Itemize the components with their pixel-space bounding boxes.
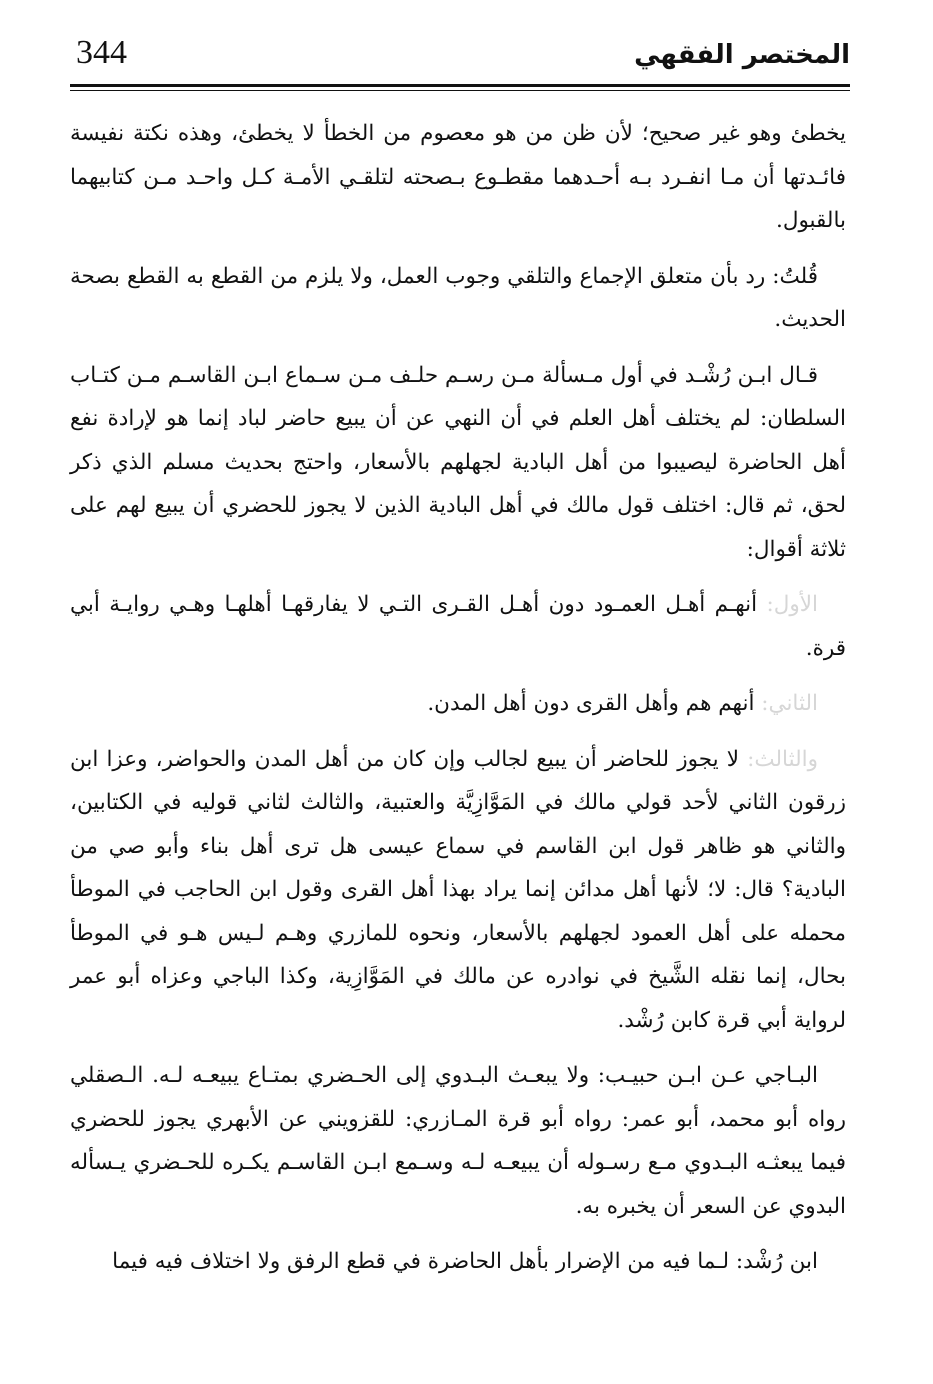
header-rule-thin bbox=[70, 90, 850, 91]
paragraph-text: أنهم هم وأهل القرى دون أهل المدن. bbox=[427, 691, 755, 716]
body-text bbox=[70, 112, 846, 1296]
paragraph: البـاجي عـن ابـن حبيـب: ولا يبعـث البـدوي إلى الحـضري بمتـاع يبيعـه لـه. الـصقلي رواه أبو محمد، أبو عمر: رواه أبو قرة المـازري: للقزويني عن الأبهري يجوز للحضري فيما يبعثـه البـدوي مـع رسـوله أن يبيعـه لـه وسـمع ابـن القاسـم يكـره للحـضري يـسأله البدوي عن السعر أن يخبره به. bbox=[70, 1063, 846, 1219]
page-number: 344 bbox=[76, 34, 127, 71]
page-header bbox=[70, 30, 850, 86]
faded-marker-second: الثاني: bbox=[761, 691, 818, 716]
paragraph-first-opinion bbox=[70, 583, 846, 670]
paragraph-text: أنهـم أهـل العمـود دون أهـل القـرى التـي لا يفارقهـا أهلهـا وهـي روايـة أبي قرة. bbox=[70, 592, 846, 661]
header-rule-thick bbox=[70, 84, 850, 87]
paragraph: يخطئ وهو غير صحيح؛ لأن ظن من هو معصوم من الخطأ لا يخطئ، وهذه نكتة نفيسة فائـدتها أن مـا انفـرد بـه أحـدهما مقطـوع بـصحته لتلقـي الأمـة كـل واحـد مـن كتابيهما بالقبول. bbox=[70, 121, 846, 233]
book-title: المختصر الفقهي bbox=[634, 40, 850, 70]
faded-marker-first: الأول: bbox=[766, 592, 818, 617]
paragraph: قـال ابـن رُشْـد في أول مـسألة مـن رسـم حلـف مـن سـماع ابـن القاسـم مـن كتـاب السلطان: لم يختلف أهل العلم في أن النهي عن أن يبيع حاضر لباد إنما هو لإرادة نفع أهل الحاضرة ليصيبوا من أهل البادية لجهلهم بالأسعار، واحتج بحديث مسلم الذي ذكر لحق، ثم قال: اختلف قول مالك في أهل البادية الذين لا يجوز للحضري أن يبيع لهم على ثلاثة أقوال: bbox=[70, 362, 846, 562]
paragraph: قُلتُ: رد بأن متعلق الإجماع والتلقي وجوب العمل، ولا يلزم من القطع به القطع بصحة الحديث. bbox=[70, 263, 846, 332]
paragraph-third-opinion bbox=[70, 738, 846, 1043]
paragraph: ابن رُشْد: لـما فيه من الإضرار بأهل الحاضرة في قطع الرفق ولا اختلاف فيه فيما bbox=[112, 1249, 818, 1274]
faded-marker-third: والثالث: bbox=[747, 746, 818, 772]
paragraph-second-opinion bbox=[70, 682, 846, 726]
paragraph-text: لا يجوز للحاضر أن يبيع لجالب وإن كان من أهل المدن والحواضر، وعزا ابن زرقون الثاني لأحد قولي مالك في المَوَّازِيَّة والعتبية، والثالث لثاني قوليه في الكتابين، والثاني هو ظاهر قول ابن القاسم في سماع عيسى هل ترى أهل بناء وأبو صي من البادية؟ قال: لا؛ لأنها أهل مدائن إنما يراد بهذا أهل القرى وقول ابن الحاجب في الموطأ محمله على أهل العمود لجهلهم بالأسعار، ونحوه للمازري وهـم لـيس هـو في الموطأ بحال، إنما نقله الشَّيخ في نوادره عن مالك في المَوَّازِية، وكذا الباجي وعزاه أبو عمر لرواية أبي قرة كابن رُشْد. bbox=[70, 746, 846, 1033]
